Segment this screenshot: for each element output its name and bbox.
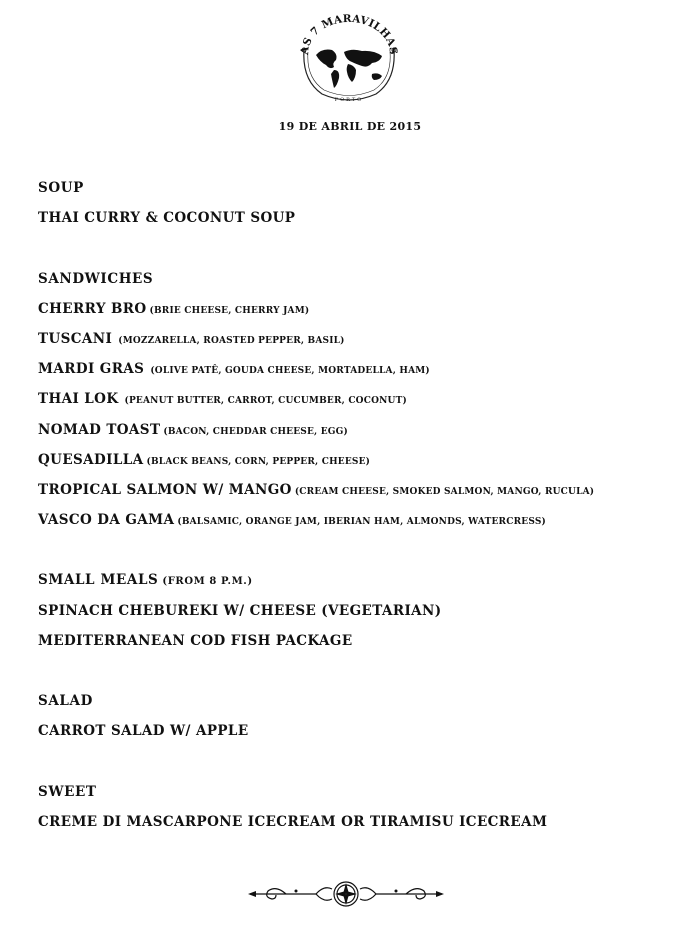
menu-body [38,178,678,842]
menu-item [38,329,678,359]
menu-item [38,450,678,480]
item-description: (MOZZARELLA, ROASTED PEPPER, BASIL) [118,335,345,346]
section-note: (FROM 8 P.M.) [162,576,253,588]
menu-item: MEDITERRANEAN COD FISH PACKAGE [38,632,353,649]
menu-item [38,480,678,510]
menu-date: 19 DE ABRIL DE 2015 [278,120,422,133]
compass-rose-ornament-icon [246,877,446,911]
item-name: MARDI GRAS [38,361,145,378]
item-description: (BACON, CHEDDAR CHEESE, EGG) [163,426,349,437]
menu-item: THAI CURRY & COCONUT SOUP [38,210,296,227]
menu-item [38,299,678,329]
item-name: CHERRY BRO [38,300,147,317]
section-title-salad: SALAD [38,693,93,710]
item-description: (BRIE CHEESE, CHERRY JAM) [149,305,310,316]
menu-item [38,389,678,419]
menu-item: CREME DI MASCARPONE ICECREAM OR TIRAMISU ICECREAM [38,813,548,830]
item-name: QUESADILLA [38,451,144,468]
menu-item: SPINACH CHEBUREKI W/ CHEESE (VEGETARIAN) [38,602,442,619]
item-name: NOMAD TOAST [38,421,161,438]
world-map-icon [316,50,382,88]
svg-text:AS 7 MARAVILHAS [299,13,400,57]
logo-bottom-text: PORTO [334,97,364,103]
item-name: THAI LOK [38,391,119,408]
section-title-soup: SOUP [38,180,84,196]
menu-item [38,420,678,450]
menu-item [38,359,678,389]
menu-item [38,510,678,540]
item-name: VASCO DA GAMA [38,512,175,529]
item-description: (BALSAMIC, ORANGE JAM, IBERIAN HAM, ALMONDS, WATERCRESS) [177,517,546,528]
item-description: (BLACK BEANS, CORN, PEPPER, CHEESE) [146,456,371,467]
item-name: TROPICAL SALMON W/ MANGO [38,481,292,498]
menu-item: CARROT SALAD W/ APPLE [38,723,249,740]
item-description: (OLIVE PATÊ, GOUDA CHEESE, MORTADELLA, HAM) [150,366,430,377]
section-title: SMALL MEALS [38,572,159,589]
restaurant-logo [296,10,402,106]
item-description: (CREAM CHEESE, SMOKED SALMON, MANGO, RUCULA) [294,486,595,497]
section-title-sweet: SWEET [38,783,97,800]
section-title-sandwiches: SANDWICHES [38,270,154,287]
item-name: TUSCANI [38,330,113,347]
item-description: (PEANUT BUTTER, CARROT, CUCUMBER, COCONUT) [124,396,407,407]
logo-arc-text: AS 7 MARAVILHAS [298,12,400,56]
section-title-small-meals [38,570,678,600]
